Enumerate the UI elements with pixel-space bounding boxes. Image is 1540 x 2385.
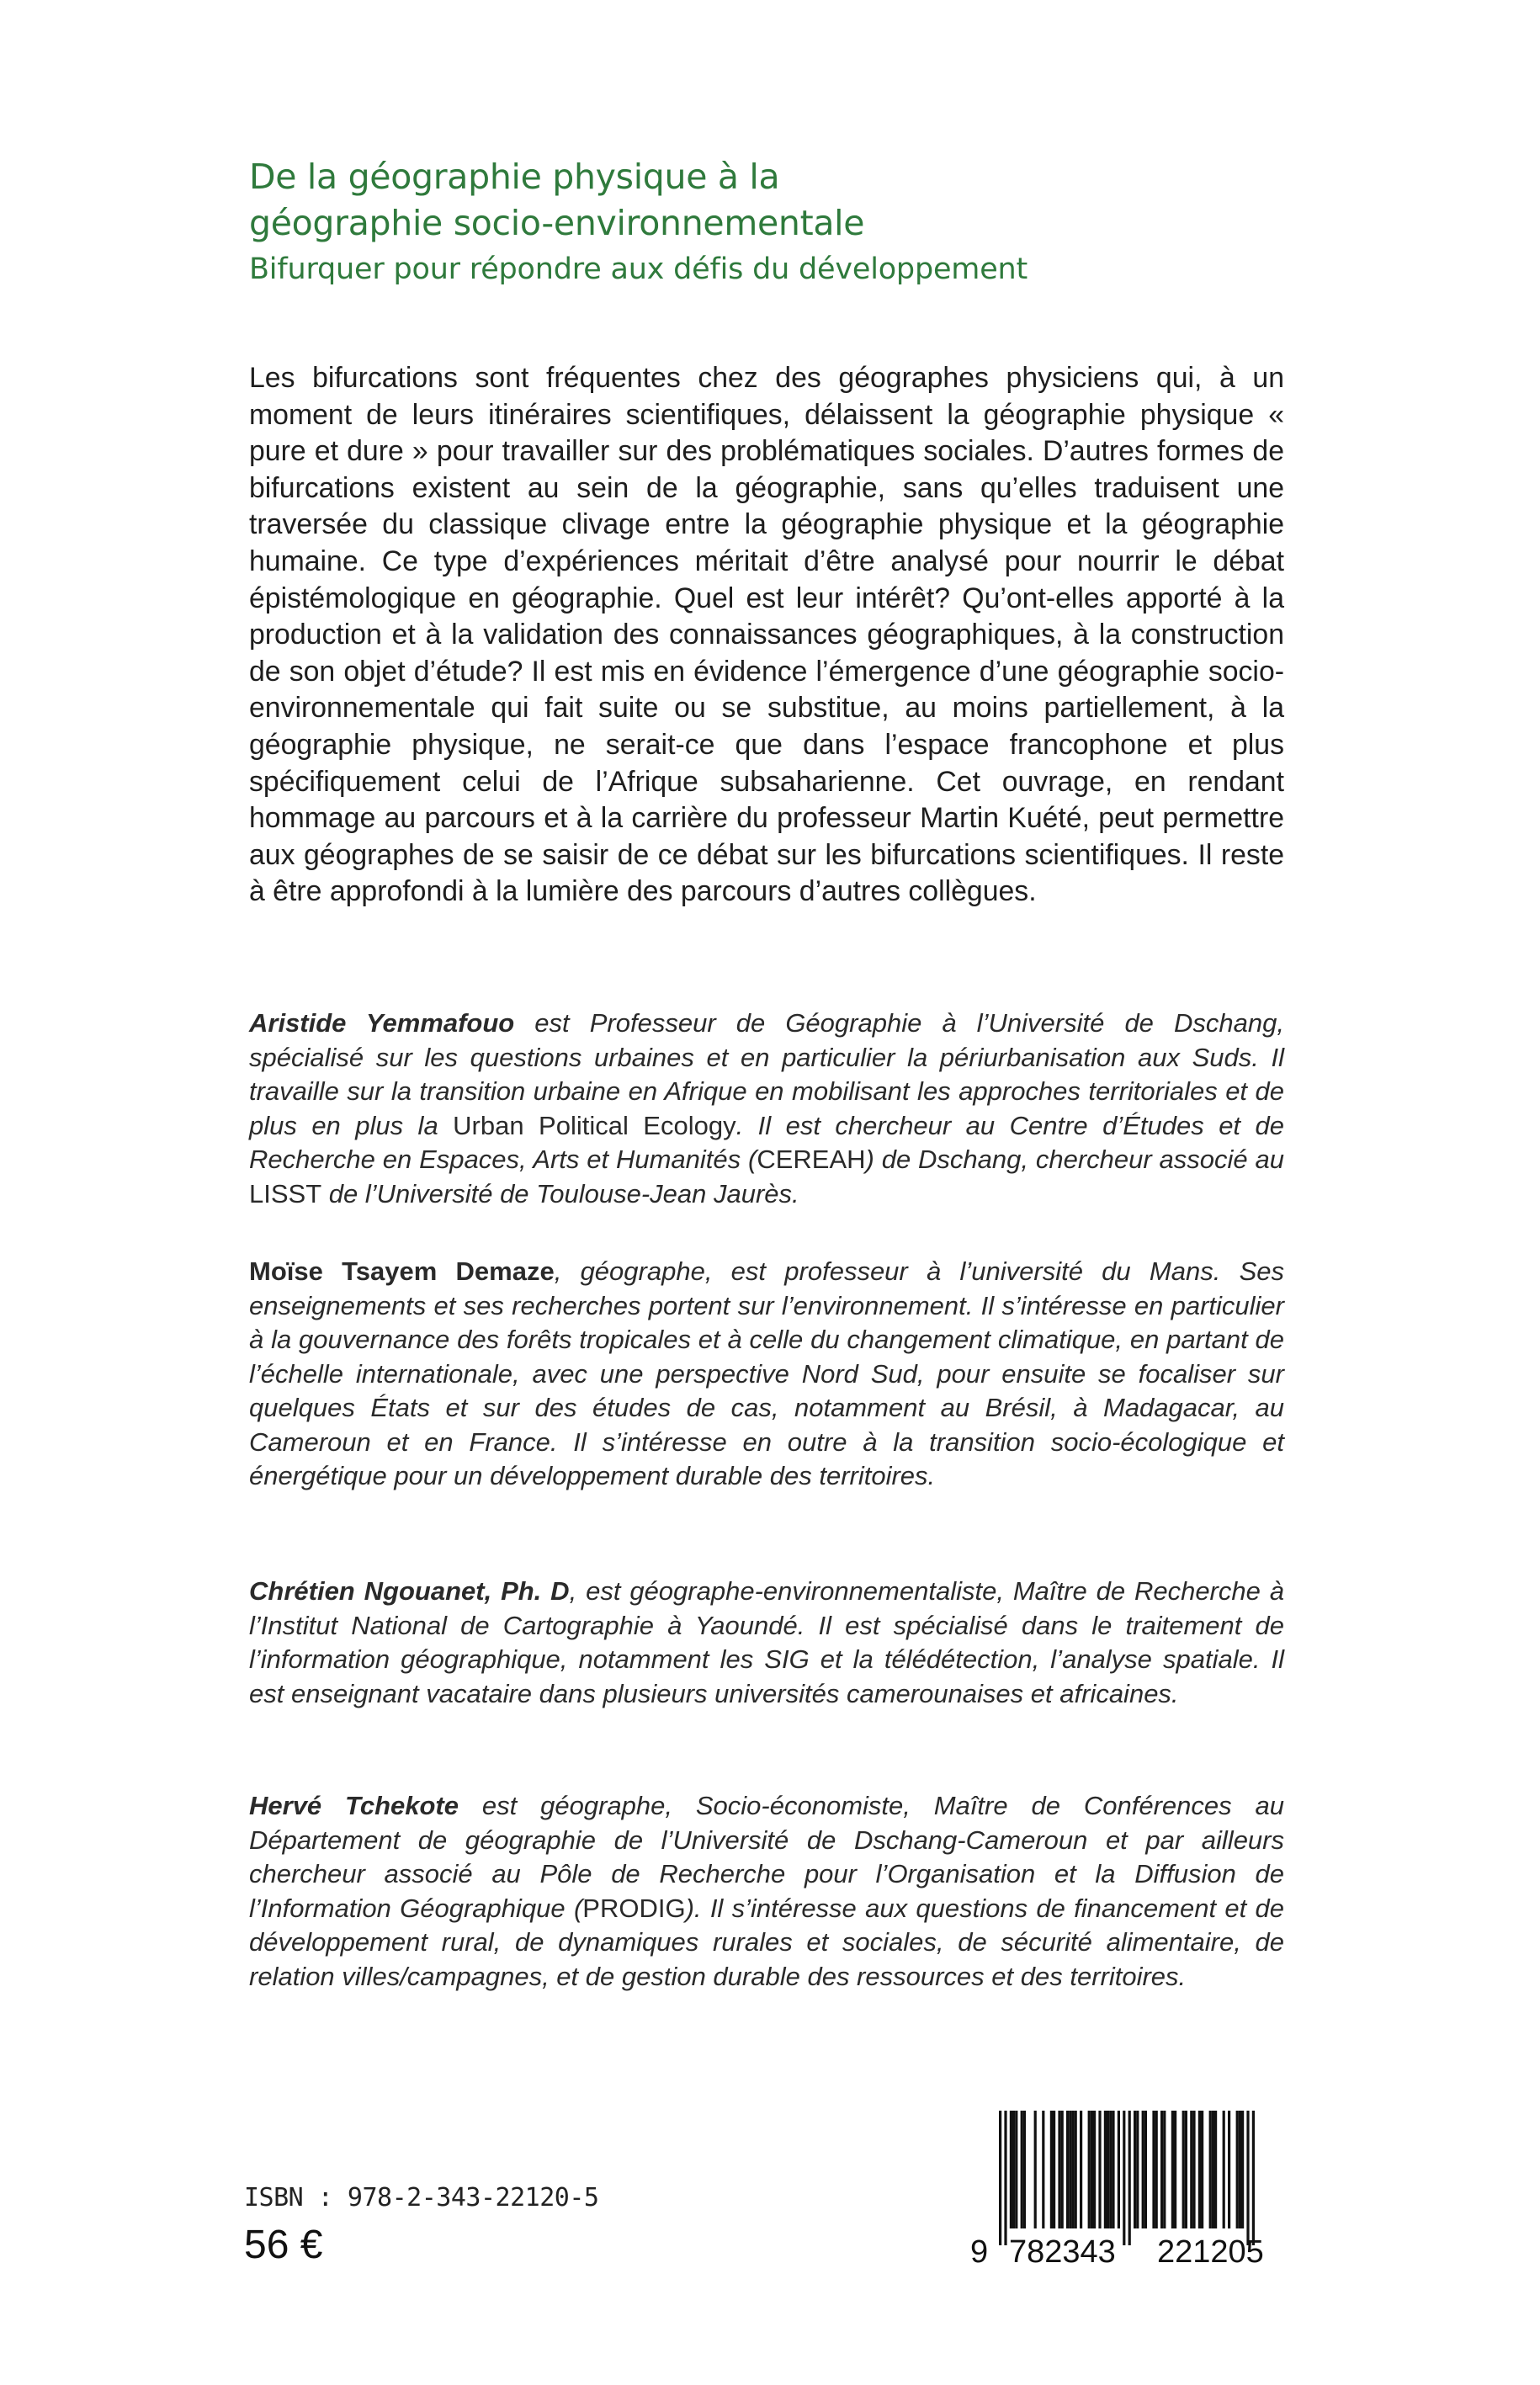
bio-text: et la télédétection, l’analyse spatiale. Il est enseignant vacataire dans plusieurs universités camerounaises et africaines. bbox=[249, 1644, 1284, 1708]
bio-text: , géographe, est professeur à l’université du Mans. Ses enseignements et ses recherches portent sur l’environnement. Il s’intéresse en particulier à la gouvernance des forêts tropicales et à celle du changement climatique, en partant de l’échelle internationale, avec une perspective Nord Sud, pour ensuite se focaliser sur quelques États et sur des études de cas, notamment au Brésil, à Madagacar, au Cameroun et en France. Il s’intéresse en outre à la transition socio-écologique et énergétique pour un développement durable des territoires. bbox=[249, 1256, 1285, 1490]
author-name: Chrétien Ngouanet, Ph. D bbox=[249, 1576, 570, 1606]
barcode-bar bbox=[1107, 2111, 1109, 2228]
isbn-barcode bbox=[962, 2111, 1298, 2271]
barcode-bar bbox=[1034, 2111, 1037, 2228]
bio-term: Urban Political Ecology bbox=[453, 1110, 736, 1140]
barcode-bar bbox=[1223, 2111, 1225, 2228]
barcode-bar bbox=[1061, 2111, 1064, 2228]
bio-text: ) de Dschang, chercheur associé au bbox=[865, 1145, 1284, 1174]
barcode-bar bbox=[1091, 2111, 1093, 2228]
price: 56 € bbox=[244, 2223, 323, 2267]
barcode-bar bbox=[1192, 2111, 1195, 2228]
isbn-number: ISBN : 978-2-343-22120-5 bbox=[244, 2183, 599, 2212]
barcode-bar bbox=[1190, 2111, 1192, 2228]
barcode-bar bbox=[1142, 2111, 1144, 2228]
book-title-line-1: De la géographie physique à la bbox=[249, 157, 780, 197]
barcode-bar bbox=[1050, 2111, 1053, 2228]
barcode-left-digits: 782343 bbox=[1009, 2234, 1116, 2270]
bio-text: de l’Université de Toulouse-Jean Jaurès. bbox=[321, 1178, 799, 1208]
barcode-bar bbox=[1209, 2111, 1212, 2228]
barcode-bar bbox=[1042, 2111, 1044, 2228]
barcode-bar bbox=[1075, 2111, 1077, 2228]
bio-text: ). Il s’intéresse aux questions de financement et de développement rural, de dynamiques rurales et sociales, de sécurité alimentaire, de relation villes/campagnes, et de gestion durable des ressources et des territoires. bbox=[249, 1893, 1284, 1991]
barcode-bar bbox=[1053, 2111, 1055, 2228]
author-bio-tsayem-demaze bbox=[249, 1255, 1284, 1494]
author-bio-ngouanet bbox=[249, 1575, 1284, 1711]
barcode-bar bbox=[1155, 2111, 1158, 2228]
bio-acronym: LISST bbox=[249, 1178, 322, 1208]
barcode-bar bbox=[1198, 2111, 1201, 2228]
barcode-bar bbox=[1212, 2111, 1214, 2228]
barcode-bar bbox=[1069, 2111, 1071, 2228]
barcode-bar bbox=[1109, 2111, 1112, 2228]
barcode-first-digit: 9 bbox=[970, 2234, 989, 2270]
barcode-bar bbox=[1163, 2111, 1166, 2228]
barcode-bar bbox=[999, 2111, 1001, 2245]
book-title-line-2: géographie socio-environnementale bbox=[249, 203, 865, 243]
author-name: Hervé Tchekote bbox=[249, 1791, 459, 1820]
barcode-bar bbox=[1246, 2111, 1249, 2245]
author-bio-yemmafouo bbox=[249, 1007, 1284, 1211]
barcode-bar bbox=[1236, 2111, 1239, 2228]
barcode-bar bbox=[1239, 2111, 1241, 2228]
barcode-bar bbox=[1021, 2111, 1023, 2228]
barcode-bar bbox=[1174, 2111, 1176, 2228]
barcode-bar bbox=[1010, 2111, 1012, 2228]
author-name: Aristide Yemmafouo bbox=[249, 1008, 515, 1038]
author-name: Moïse Tsayem Demaze bbox=[249, 1256, 555, 1286]
barcode-bar bbox=[1093, 2111, 1096, 2228]
book-title bbox=[249, 154, 1326, 247]
barcode-bar bbox=[1241, 2111, 1244, 2228]
barcode-bar bbox=[1182, 2111, 1185, 2228]
barcode-bar bbox=[1104, 2111, 1107, 2228]
barcode-bar bbox=[1112, 2111, 1114, 2228]
book-subtitle: Bifurquer pour répondre aux défis du développement bbox=[249, 252, 1028, 286]
barcode-bar bbox=[1214, 2111, 1217, 2228]
title-block bbox=[249, 154, 1326, 290]
bio-acronym: SIG bbox=[764, 1644, 810, 1674]
barcode-bar bbox=[1066, 2111, 1069, 2228]
barcode-bar bbox=[1023, 2111, 1026, 2228]
barcode-bar bbox=[1012, 2111, 1015, 2228]
barcode-right-digits: 221205 bbox=[1157, 2234, 1264, 2270]
barcode-bar bbox=[1128, 2111, 1131, 2245]
barcode-bar bbox=[1152, 2111, 1155, 2228]
barcode-bar bbox=[1071, 2111, 1074, 2228]
barcode-bar bbox=[1123, 2111, 1125, 2245]
barcode-bar bbox=[1080, 2111, 1082, 2228]
barcode-bar bbox=[1171, 2111, 1174, 2228]
bio-acronym: CEREAH bbox=[757, 1145, 866, 1174]
barcode-bar bbox=[1144, 2111, 1147, 2228]
barcode-bar bbox=[1058, 2111, 1060, 2228]
barcode-bar bbox=[1228, 2111, 1230, 2228]
barcode-bar bbox=[1098, 2111, 1101, 2228]
bio-acronym: PRODIG bbox=[582, 1893, 686, 1923]
barcode-bar bbox=[1136, 2111, 1139, 2228]
barcode-bar bbox=[1252, 2111, 1255, 2245]
barcode-bar bbox=[1134, 2111, 1136, 2228]
barcode-bar bbox=[1088, 2111, 1091, 2228]
barcode-bar bbox=[1185, 2111, 1187, 2228]
barcode-bar bbox=[1160, 2111, 1163, 2228]
bio-text: est Professeur de Géographie à l’Université de Dschang, spécialisé sur les questions urbaines et en particulier la périurbanisation aux Suds. Il travaille sur la transition urbaine en Afrique en mobilisant les approches territoriales et de plus en plus la bbox=[249, 1008, 1284, 1140]
barcode-bar bbox=[1004, 2111, 1006, 2245]
barcode-bars bbox=[999, 2111, 1255, 2245]
bio-text: , est géographe-environnementaliste, Maître de Recherche à l’Institut National de Cartographie à Yaoundé. Il est spécialisé dans le traitement de l’information géographique, notamment les bbox=[249, 1576, 1284, 1674]
author-bio-tchekote bbox=[249, 1789, 1284, 1994]
bio-text: est géographe, Socio-économiste, Maître de Conférences au Département de géographie de l’Université de Dschang-Cameroun et par ailleurs chercheur associé au Pôle de Recherche pour l’Organisation et la Diffusion de l’Information Géographique ( bbox=[249, 1791, 1284, 1923]
bio-text: . Il est chercheur au Centre d’Études et de Recherche en Espaces, Arts et Humanités ( bbox=[249, 1110, 1284, 1174]
book-summary: Les bifurcations sont fréquentes chez des géographes physiciens qui, à un moment de leurs itinéraires scientifiques, délaissent la géographie physique « pure et dure » pour travailler sur des problématiques sociales. D’autres formes de bifurcations existent au sein de la géographie, sans qu’elles traduisent une traversée du classique clivage entre la géographie physique et la géographie humaine. Ce type d’expériences méritait d’être analysé pour nourrir le débat épistémologique en géographie. Quel est leur intérêt? Qu’ont-elles apporté à la production et à la validation des connaissances géographiques, à la construction de son objet d’étude? Il est mis en évidence l’émergence d’une géographie socio-environnementale qui fait suite ou se substitue, au moins partiellement, à la géographie physique, ne serait-ce que dans l’espace francophone et plus spécifiquement celui de l’Afrique subsaharienne. Cet ouvrage, en rendant hommage au parcours et à la carrière du professeur Martin Kuété, peut permettre aux géographes de se saisir de ce débat sur les bifurcations scientifiques. Il reste à être approfondi à la lumière des parcours d’autres collègues. bbox=[249, 362, 1284, 908]
barcode-bar bbox=[1201, 2111, 1203, 2228]
barcode-bar bbox=[1015, 2111, 1017, 2228]
barcode-bar bbox=[1118, 2111, 1120, 2228]
